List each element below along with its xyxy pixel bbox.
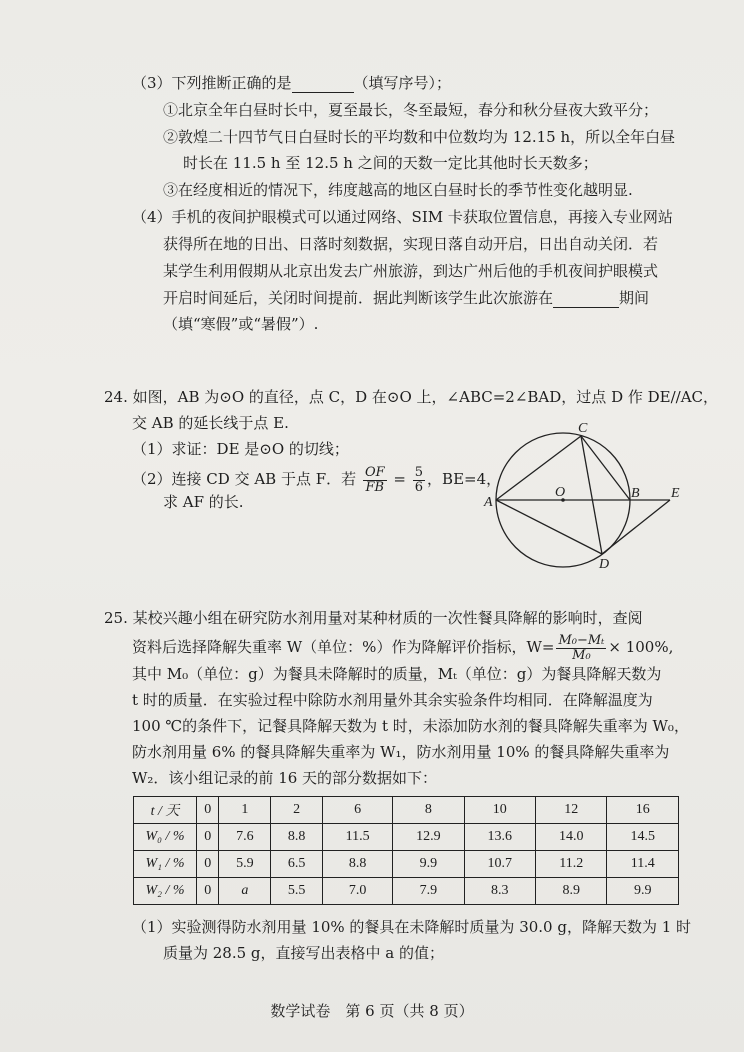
- q25-stem-l5: 100 ℃的条件下，记餐具降解天数为 t 时，未添加防水剂的餐具降解失重率为 W₀，: [132, 717, 689, 735]
- chord-ac: [496, 436, 581, 500]
- formula-fraction: $\frac{\text{M₀−Mₜ}}{\text{M₀}}$: [558, 632, 605, 663]
- q24-stem-l1: 24. 如图，AB 为⊙O 的直径，点 C，D 在⊙O 上，∠ABC=2∠BAD，过点 D 作 DE//AC，: [104, 388, 719, 406]
- data-table: [133, 796, 679, 905]
- q24-part1: （1）求证：DE 是⊙O 的切线；: [132, 440, 349, 458]
- q23-part4-l2: 获得所在地的日出、日落时刻数据，实现日落自动开启，日出自动关闭．若: [163, 235, 659, 253]
- label-c: C: [578, 421, 588, 436]
- q25-stem-l2: 资料后选择降解失重率 W（单位：%）作为降解评价指标，W= $\frac{\text{M₀−Mₜ}}{\text{M₀}}$ × 100%,: [132, 632, 674, 663]
- chord-cd: [581, 436, 602, 554]
- table-row: W₁ / % 0 5.9 6.5 8.8 9.9 10.7 11.2 11.4: [134, 851, 679, 878]
- line-de: [602, 500, 670, 554]
- label-d: D: [599, 557, 610, 570]
- q25-stem-l7: W₂．该小组记录的前 16 天的部分数据如下：: [132, 769, 438, 787]
- label-o: O: [555, 485, 566, 500]
- q24-part2: （2）连接 CD 交 AB 于点 F．若 $\frac{OF}{FB}$ = $\frac{5}{6}$ ，BE=4，: [132, 464, 502, 495]
- q23-option-3: ③在经度相近的情况下，纬度越高的地区白昼时长的季节性变化越明显.: [163, 181, 633, 199]
- label-b: B: [631, 486, 640, 501]
- table-header-row: t / 天 0 1 2 6 8 10 12 16: [134, 797, 679, 824]
- q23-part4-l1: （4）手机的夜间护眼模式可以通过网络、SIM 卡获取位置信息，再接入专业网站: [132, 208, 673, 226]
- q23-part4-l3: 某学生利用假期从北京出发去广州旅游，到达广州后他的手机夜间护眼模式: [163, 262, 659, 280]
- q25-part1-l1: （1）实验测得防水剂用量 10% 的餐具在未降解时质量为 30.0 g，降解天数为 1 时: [132, 918, 692, 936]
- q23-option-2: ②敦煌二十四节气日白昼时长的平均数和中位数均为 12.15 h，所以全年白昼: [163, 128, 676, 146]
- q24-stem-l2: 交 AB 的延长线于点 E.: [132, 414, 289, 432]
- q25-stem-l6: 防水剂用量 6% 的餐具降解失重率为 W₁，防水剂用量 10% 的餐具降解失重率为: [132, 743, 670, 761]
- q25-part1-l2: 质量为 28.5 g，直接写出表格中 a 的值；: [163, 944, 445, 962]
- chord-ad: [496, 500, 602, 554]
- fraction-5-6: $\frac{5}{6}$: [414, 464, 424, 495]
- page-footer: 数学试卷 第 6 页（共 8 页）: [270, 1002, 474, 1020]
- table-row: W₀ / % 0 7.6 8.8 11.5 12.9 13.6 14.0 14.5: [134, 824, 679, 851]
- q23-part3: （3）下列推断正确的是 （填写序号）；: [132, 74, 452, 92]
- q25-stem-l3: 其中 M₀（单位：g）为餐具未降解时的质量，Mₜ（单位：g）为餐具降解天数为: [132, 665, 662, 683]
- q24-part2-cont: 求 AF 的长.: [163, 493, 244, 511]
- answer-blank: [553, 291, 619, 308]
- label-a: A: [484, 495, 493, 510]
- table-row: W₂ / % 0 a 5.5 7.0 7.9 8.3 8.9 9.9: [134, 878, 679, 905]
- q23-part4-l4: 开启时间延后，关闭时间提前．据此判断该学生此次旅游在 期间: [163, 289, 650, 307]
- geometry-figure: [480, 420, 690, 570]
- q23-option-1: ①北京全年白昼时长中，夏至最长，冬至最短，春分和秋分昼夜大致平分；: [163, 101, 659, 119]
- chord-cb: [581, 436, 630, 500]
- q25-stem-l1: 25. 某校兴趣小组在研究防水剂用量对某种材质的一次性餐具降解的影响时，查阅: [104, 609, 643, 627]
- label-e: E: [671, 486, 680, 501]
- q23-part4-l5: （填“寒假”或“暑假”）.: [163, 315, 319, 333]
- fraction-of-fb: $\frac{OF}{FB}$: [364, 464, 385, 495]
- answer-blank: [292, 76, 354, 93]
- q25-stem-l4: t 时的质量．在实验过程中除防水剂用量外其余实验条件均相同．在降解温度为: [132, 691, 653, 709]
- q23-option-2-cont: 时长在 11.5 h 至 12.5 h 之间的天数一定比其他时长天数多；: [183, 154, 598, 172]
